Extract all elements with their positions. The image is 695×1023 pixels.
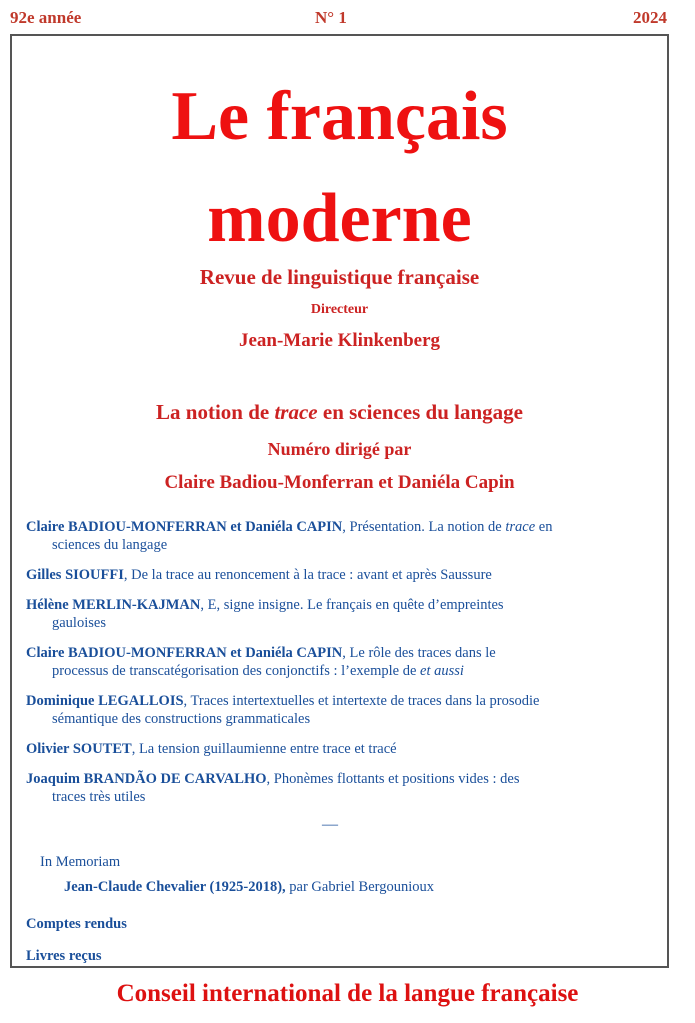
toc-entry	[26, 518, 662, 554]
theme-italic: trace	[274, 400, 318, 424]
memoriam-text: par Gabriel Bergounioux	[285, 879, 434, 895]
in-memoriam-label: In Memoriam	[40, 854, 121, 870]
year-label: 92e année	[10, 8, 82, 27]
toc-title: , La tension guillaumienne entre trace et tracé	[131, 741, 397, 757]
toc-title-continued: sciences du langage	[52, 537, 168, 553]
edited-by-label: Numéro dirigé par	[267, 439, 412, 459]
toc-title: , De la trace au renoncement à la trace : avant et après Saussure	[123, 567, 492, 583]
toc-author: Claire BADIOU-MONFERRAN et Daniéla CAPIN	[26, 519, 343, 535]
memoriam-author: Jean-Claude Chevalier (1925-2018),	[64, 879, 286, 895]
toc-author: Hélène MERLIN-KAJMAN	[26, 597, 201, 613]
issue-editors: Claire Badiou-Monferran et Daniéla Capin	[164, 472, 515, 493]
toc-title-continued: gauloises	[52, 615, 106, 631]
year: 2024	[633, 8, 667, 27]
toc-title-italic: trace	[505, 519, 536, 535]
toc-title-end: en	[535, 519, 553, 535]
toc-author: Dominique LEGALLOIS	[26, 693, 184, 709]
issue-theme	[12, 400, 667, 425]
toc-title-continued: sémantique des constructions grammaticales	[52, 711, 311, 727]
toc-entry	[26, 596, 662, 632]
title-line-2: moderne	[207, 180, 472, 257]
toc-entry	[26, 692, 662, 728]
section-divider: —	[322, 816, 338, 833]
in-memoriam-entry	[64, 879, 434, 896]
top-bar	[0, 8, 695, 32]
toc-entry	[26, 740, 662, 758]
toc-title: , Phonèmes flottants et positions vides : des	[266, 771, 520, 787]
theme-after: en sciences du langage	[317, 400, 523, 424]
toc-title: , E, signe insigne. Le français en quête d’empreintes	[200, 597, 504, 613]
toc-title-continued: processus de transcatégorisation des conjonctifs : l’exemple de	[52, 663, 421, 679]
toc-author: Claire BADIOU-MONFERRAN et Daniéla CAPIN	[26, 645, 343, 661]
issue-number: N° 1	[315, 8, 347, 27]
subtitle: Revue de linguistique française	[199, 265, 480, 289]
toc-entry	[26, 770, 662, 806]
toc-title-italic: et aussi	[420, 663, 464, 679]
director-label: Directeur	[310, 302, 369, 317]
toc-title: , Le rôle des traces dans le	[342, 645, 496, 661]
toc-entry	[26, 566, 662, 584]
title-line-1: Le français	[171, 78, 508, 155]
toc-title: , Présentation. La notion de	[342, 519, 506, 535]
director-name: Jean-Marie Klinkenberg	[238, 330, 441, 351]
comptes-rendus-heading: Comptes rendus	[26, 916, 127, 932]
toc-entry	[26, 644, 662, 680]
toc-title-continued: traces très utiles	[52, 789, 146, 805]
theme-before: La notion de	[156, 400, 275, 424]
publisher-footer: Conseil international de la langue française	[116, 980, 579, 1007]
toc-author: Joaquim BRANDÃO DE CARVALHO	[26, 771, 267, 787]
cover-frame	[10, 34, 669, 968]
toc-author: Olivier SOUTET	[26, 741, 132, 757]
livres-recus-heading: Livres reçus	[26, 948, 102, 964]
table-of-contents	[26, 518, 662, 818]
toc-title: , Traces intertextuelles et intertexte de traces dans la prosodie	[183, 693, 540, 709]
toc-author: Gilles SIOUFFI	[26, 567, 124, 583]
